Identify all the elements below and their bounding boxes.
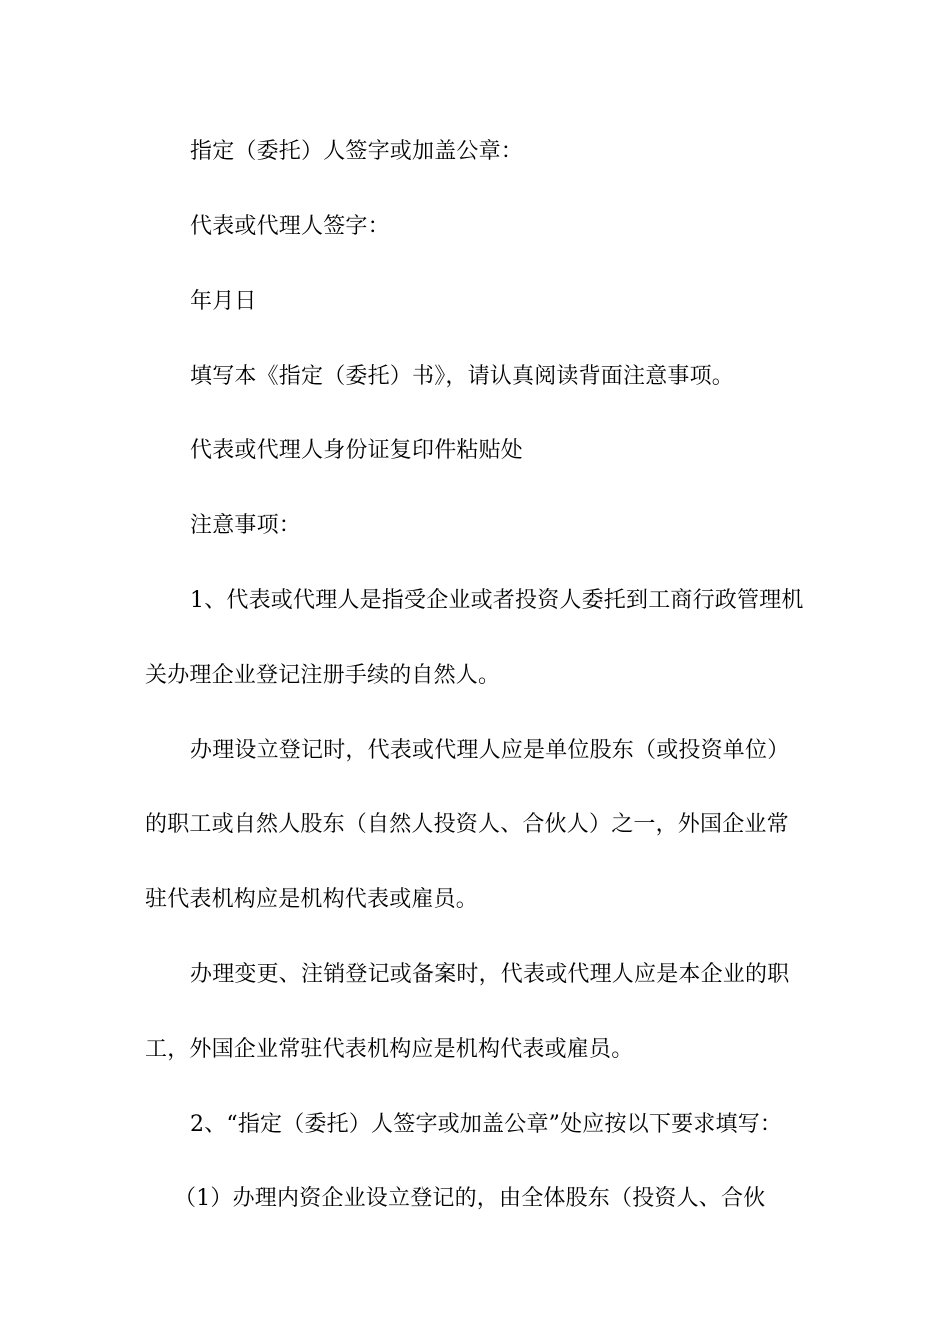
note-1-para-3-line-1: 办理变更、注销登记或备案时，代表或代理人应是本企业的职 <box>190 962 790 987</box>
note-1-para-2-line-2: 的职工或自然人股东（自然人投资人、合伙人）之一，外国企业常 <box>145 812 789 837</box>
note-1-line-1: 1、代表或代理人是指受企业或者投资人委托到工商行政管理机 <box>190 588 804 613</box>
signature-line-principal: 指定（委托）人签字或加盖公章： <box>190 139 524 164</box>
note-2-line-1: 2、“指定（委托）人签字或加盖公章”处应按以下要求填写： <box>190 1112 783 1137</box>
signature-line-agent: 代表或代理人签字： <box>190 214 390 239</box>
note-2-item-1-line-1: （1）办理内资企业设立登记的，由全体股东（投资人、合伙 <box>174 1186 766 1211</box>
instruction-line: 填写本《指定（委托）书》，请认真阅读背面注意事项。 <box>190 364 735 389</box>
note-1-para-3-line-2: 工，外国企业常驻代表机构应是机构代表或雇员。 <box>145 1037 634 1062</box>
id-copy-paste-label: 代表或代理人身份证复印件粘贴处 <box>190 438 524 463</box>
note-1-line-2: 关办理企业登记注册手续的自然人。 <box>145 663 501 688</box>
note-1-para-2-line-3: 驻代表机构应是机构代表或雇员。 <box>145 887 479 912</box>
date-line: 年月日 <box>190 289 257 314</box>
notes-heading: 注意事项： <box>190 513 302 538</box>
note-1-para-2-line-1: 办理设立登记时，代表或代理人应是单位股东（或投资单位） <box>190 738 790 763</box>
